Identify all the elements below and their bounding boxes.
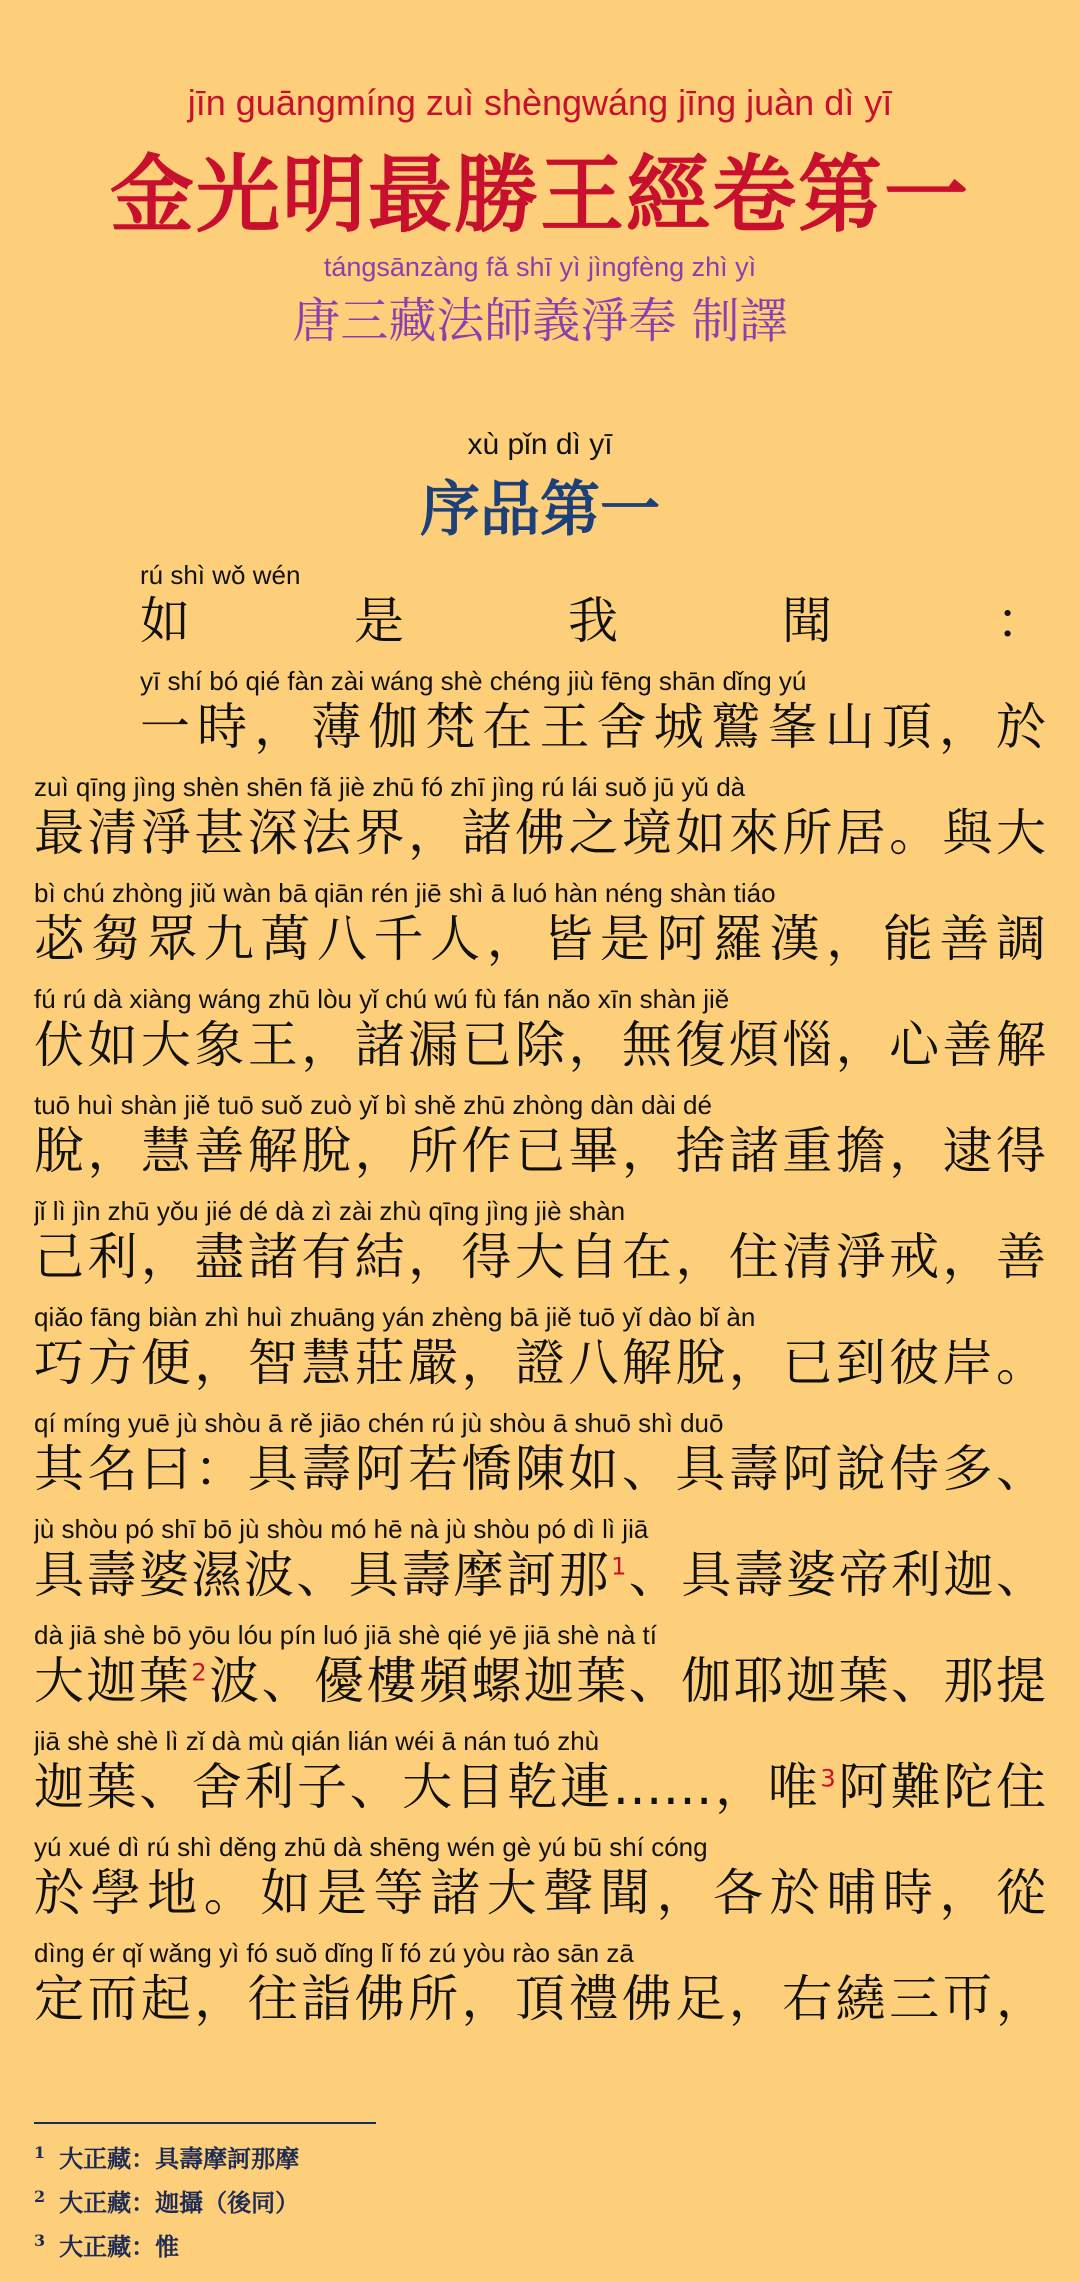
footnote-text: 大正藏：迦攝（後同） <box>59 2188 300 2217</box>
verse-pinyin: jǐ lì jìn zhū yǒu jié dé dà zì zài zhù qīng jìng jiè shàn <box>34 1196 626 1226</box>
verse-line <box>34 1408 1046 1514</box>
footnote-item <box>34 2222 734 2266</box>
sutra-title: 金光明最勝王經卷第一 <box>109 145 970 244</box>
verse-text: 定而起，往詣佛所，頂禮佛足，右繞三帀， <box>34 1970 1046 2028</box>
verse-line <box>34 772 1046 878</box>
verse-text: 大迦葉$^2$波、優樓頻螺迦葉、伽耶迦葉、那提 <box>34 1652 1046 1710</box>
verse-pinyin: bì chú zhòng jiǔ wàn bā qiān rén jiē shì ā luó hàn néng shàn tiáo <box>34 878 776 908</box>
verse-text: 於學地。如是等諸大聲聞，各於晡時，從 <box>34 1864 1046 1922</box>
verse-line <box>34 1726 1046 1832</box>
verse-pinyin: yī shí bó qié fàn zài wáng shè chéng jiù fēng shān dǐng yú <box>140 666 807 696</box>
verse-pinyin: jù shòu pó shī bō jù shòu mó hē nà jù shòu pó dì lì jiā <box>34 1514 649 1544</box>
verse-text: 如是我聞： <box>140 592 1046 650</box>
verse-text: 一時，薄伽梵在王舍城鷲峯山頂，於 <box>140 698 1046 756</box>
verse-line <box>34 1514 1046 1620</box>
footnote-marker[interactable]: 3 <box>820 1764 836 1793</box>
verse-text: 具壽婆濕波、具壽摩訶那$^1$、具壽婆帝利迦、 <box>34 1546 1046 1604</box>
verse-pinyin: fú rú dà xiàng wáng zhū lòu yǐ chú wú fù fán nǎo xīn shàn jiě <box>34 984 730 1014</box>
footnote-item <box>34 2178 734 2222</box>
footnote-number: 3 <box>34 2231 46 2250</box>
verse-text: 伏如大象王，諸漏已除，無復煩惱，心善解 <box>34 1016 1046 1074</box>
footnote-marker[interactable]: 1 <box>611 1552 627 1581</box>
verse-line <box>34 1620 1046 1726</box>
chapter-pinyin: xù pǐn dì yī <box>467 428 613 461</box>
verse-line <box>34 1196 1046 1302</box>
footnote-text: 大正藏：惟 <box>59 2232 180 2261</box>
verse-text: 己利，盡諸有結，得大自在，住清淨戒，善 <box>34 1228 1046 1286</box>
verse-line <box>34 878 1046 984</box>
footnote-item <box>34 2134 734 2178</box>
verse-text: 迦葉、舍利子、大目乾連……，唯$^3$阿難陀住 <box>34 1758 1046 1816</box>
footnotes <box>34 2134 734 2266</box>
verse-line <box>34 984 1046 1090</box>
translator-pinyin: tángsānzàng fǎ shī yì jìngfèng zhì yì <box>323 252 757 282</box>
verse-line <box>34 1938 1046 2044</box>
verse-line <box>34 1090 1046 1196</box>
footnote-text: 大正藏：具壽摩訶那摩 <box>59 2144 300 2173</box>
verse-text: 苾芻眾九萬八千人，皆是阿羅漢，能善調 <box>34 910 1046 968</box>
verse-text: 巧方便，智慧莊嚴，證八解脫，已到彼岸。 <box>34 1334 1046 1392</box>
verse-line <box>34 1302 1046 1408</box>
verse-text: 脫，慧善解脫，所作已畢，捨諸重擔，逮得 <box>34 1122 1046 1180</box>
footnote-number: 2 <box>34 2187 46 2206</box>
chapter-title: 序品第一 <box>420 475 660 545</box>
verse-pinyin: jiā shè shè lì zǐ dà mù qián lián wéi ā nán tuó zhù <box>34 1726 600 1756</box>
verse-text: 其名曰：具壽阿若憍陳如、具壽阿說侍多、 <box>34 1440 1046 1498</box>
verse-pinyin: zuì qīng jìng shèn shēn fǎ jiè zhū fó zhī jìng rú lái suǒ jū yǔ dà <box>34 772 746 802</box>
verse-pinyin: dìng ér qǐ wǎng yì fó suǒ dǐng lǐ fó zú yòu rào sān zā <box>34 1938 634 1968</box>
title-pinyin: jīn guāngmíng zuì shèngwáng jīng juàn dì yī <box>187 82 893 123</box>
verse-pinyin: yú xué dì rú shì děng zhū dà shēng wén gè yú bū shí cóng <box>34 1832 708 1862</box>
verse-pinyin: qiǎo fāng biàn zhì huì zhuāng yán zhèng bā jiě tuō yǐ dào bǐ àn <box>34 1302 756 1332</box>
footnote-number: 1 <box>34 2143 46 2162</box>
verse-pinyin: tuō huì shàn jiě tuō suǒ zuò yǐ bì shě zhū zhòng dàn dài dé <box>34 1090 712 1120</box>
footnote-divider <box>34 2122 376 2124</box>
verse-pinyin: qí míng yuē jù shòu ā rě jiāo chén rú jù shòu ā shuō shì duō <box>34 1408 724 1438</box>
footnote-marker[interactable]: 2 <box>191 1658 207 1687</box>
verse-body <box>34 560 1046 2044</box>
verse-line <box>34 1832 1046 1938</box>
verse-pinyin: rú shì wǒ wén <box>140 560 301 590</box>
verse-text: 最清淨甚深法界，諸佛之境如來所居。與大 <box>34 804 1046 862</box>
verse-line <box>34 560 1046 666</box>
verse-pinyin: dà jiā shè bō yōu lóu pín luó jiā shè qié yē jiā shè nà tí <box>34 1620 657 1650</box>
translator-credit: 唐三藏法師義淨奉 制譯 <box>292 293 788 349</box>
verse-line <box>34 666 1046 772</box>
